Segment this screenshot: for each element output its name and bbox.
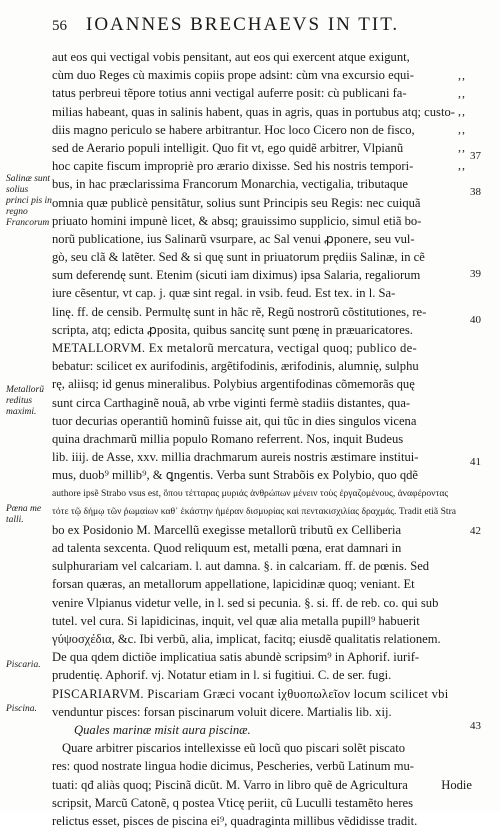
quote-mark: ,, [458,122,466,136]
text-line: rę, aliisq; id genus mineralibus. Polybius argentifodinas cõmemorãs quę [52,377,415,392]
reference-number: 39 [470,268,481,280]
text-line: sulphurariam vel calcariam. l. aut damna. §. in calcariam. ff. de pœnis. Sed [52,559,430,574]
text-line: cùm duo Reges cù maximis copiis prope adsint: cùm vna excursio equi- [52,68,414,83]
text-line: tuor decurias operantiũ hominũ fuisse ait, qui tũc in dies singulos vicena [52,413,417,428]
text-line: forsan quæras, an metallorum appellatione, lapicidinæ quoq; veniant. Et [52,577,415,592]
text-line: gò, seu clã & latẽter. Sed & si quę sunt in priuatorum prędiis Salinæ, in cẽ [52,250,425,265]
reference-number: 42 [470,525,481,537]
reference-number: 43 [470,720,481,732]
text-line: Quare arbitrer piscarios intellexisse eũ locũ quo piscari solẽt piscato [62,741,406,756]
text-line: milias habeant, quas in salinis habent, quas in agris, quas in portubus atq; custo- [52,104,455,119]
text-line: venire Vlpianus videtur velle, in l. sed si pecunia. §. si. ff. de reb. co. qui sub [52,595,439,610]
reference-number: 38 [470,186,481,198]
reference-number: 41 [470,456,481,468]
text-line: iure cẽsentur, vt cap. j. quæ sint regal. in vsib. feud. Est tex. in l. Sa- [52,286,396,301]
text-line: bebatur: scilicet ex aurifodinis, argẽtifodinis, ærifodinis, alumnię, sulphu [52,359,419,374]
text-line: res: quod nostrate lingua hodie dicimus, Pescheries, verbũ Latinum mu- [52,759,414,774]
text-line: scripsit, Marcũ Catonẽ, q postea Vticę periit, cũ Luculli testamẽto heres [52,795,414,810]
text-line: bus, in hac præclarissima Francorum Monarchia, vectigalia, tributaque [52,177,409,192]
text-line: sum deferendę sunt. Etenim (sicuti iam diximus) ipsa Salaria, regaliorum [52,268,421,283]
greek-text-line: τότε τῷ δήμῳ τῶν ῥωμαίων καθ᾽ ἑκάστην ἡμέραν δισμυρίας καὶ πεντακισχιλίας δραχμάς. Tradit etiã Stra [52,505,457,517]
text-line: tuati: qđ aliàs quoq; Piscinã dicũt. M. Varro in libro quẽ de Agricultura [52,777,408,792]
text-line: prudentię. Aphorif. vj. Notatur etiam in l. si fugitiui. C. de ser. fugi. [52,668,392,683]
text-line: aut eos qui vectigal vobis pensitant, aut eos qui exercent atque exigunt, [52,50,410,64]
margin-note-piscina: Piscina. [6,704,37,714]
margin-note-salinae: Salinæ sunt solius princi pis in regno Francorum [6,174,52,228]
reference-number: 40 [470,314,481,326]
catchword: Hodie [441,778,472,792]
text-line: mus, duob⁹ millib⁹, & ꝗngentis. Verba sunt Strabõis ex Polybio, quo qdẽ [52,468,419,483]
page-header [52,8,482,42]
verse-quotation: Quales marinæ misit aura piscinæ. [74,722,251,737]
margin-note-poena: Pœna me talli. [6,504,42,525]
text-line: hoc capite fiscum impropriè pro ærario dixisse. Sed his nostris tempori- [52,159,414,174]
text-line: De qua qdem dictiõe implicatiua satis abundè scripsim⁹ in Aphorif. iurif- [52,650,420,665]
text-line: lib. iiij. de Asse, xxv. millia drachmarum aureis nostris æstimare institui- [52,450,419,465]
reference-number: 37 [470,150,481,162]
text-line: tutel. vel cura. Si lapidicinas, inquit, vel quæ alia metalla pupill⁹ habuerit [52,613,420,628]
text-line: venduntur pisces: forsan piscinarum voluit dicere. Martialis lib. xij. [52,704,392,719]
text-line: tatus perbreui tẽpore totius anni vectigal auferre posit: cù publicani fa- [52,86,407,101]
quote-mark: ,, [458,158,466,172]
quote-mark: ,, [458,86,466,100]
margin-note-metallorum: Metallorũ reditus maximi. [6,385,44,417]
text-line: priuato homini impunè licet, & absq; grauissimo supplicio, simul etiã bo- [52,213,422,228]
text-line: bo ex Posidonio M. Marcellũ exegisse metallorũ tributũ ex Celliberia [52,522,402,537]
text-line: γύψοσχέδια, &c. Ibi verbũ, alia, implicat, facitq; eiusdẽ qualitatis relationem. [52,632,441,646]
margin-note-piscaria: Piscaria. [6,660,41,670]
quote-mark: ,, [458,140,466,154]
running-title: IOANNES BRECHAEVS IN TIT. [86,14,400,35]
text-line: quina drachmarũ millia populo Romano referrent. Nos, inquit Budeus [52,431,404,446]
text-line: relictus esset, pisces de piscina ei⁹, quadraginta millibus vẽdidisse tradit. [52,813,418,828]
text-line: scripta, atq; edicta ꝓposita, quibus sancitę sunt pœnę in præuaricatores. [52,322,413,337]
text-line: ad talenta sexcenta. Quod reliquum est, metalli pœna, erat damnari in [52,541,402,556]
text-line: norũ publicatione, ius Salinarũ vsurpare, ac Sal venui ꝓponere, seu vul- [52,231,415,246]
text-line: linę. ff. de censib. Permultę sunt in hãc rẽ, Regũ nostrorũ cõstitutiones, re- [52,304,427,319]
section-heading-metallorum: METALLORVM. Ex metalorũ mercatura, vectigal quoq; publico de- [52,341,417,355]
quote-mark: ,, [458,104,466,118]
main-text [52,48,462,830]
quote-mark: ,, [458,68,466,82]
section-heading-piscariarum: PISCARIARVM. Piscariam Græci vocant ἰχθυοπωλεῖον locum scilicet vbi [52,686,449,701]
text-line: sunt circa Carthaginẽ nouã, ab vrbe viginti fermè stadiis distantes, qua- [52,395,411,410]
page-number: 56 [52,18,67,34]
text-line: sed de Aerario populi intelligit. Quo fit vt, ego quidẽ arbitrer, Vlpianũ [52,140,404,155]
text-line: omnia quæ publicè pensitãtur, solius sunt Principis seu Regis: nec cuiquã [52,195,421,210]
greek-text-line: authore ipsẽ Strabo vsus est, ὅπου τέτταρας μυριάς ἀνθρώπων μένειν τοὺς ἐργαζομένους, ἀναφέροντας [52,487,449,499]
text-line: diis magno periculo se habere arbitrantur. Hoc loco Cicero non de fisco, [52,122,415,137]
